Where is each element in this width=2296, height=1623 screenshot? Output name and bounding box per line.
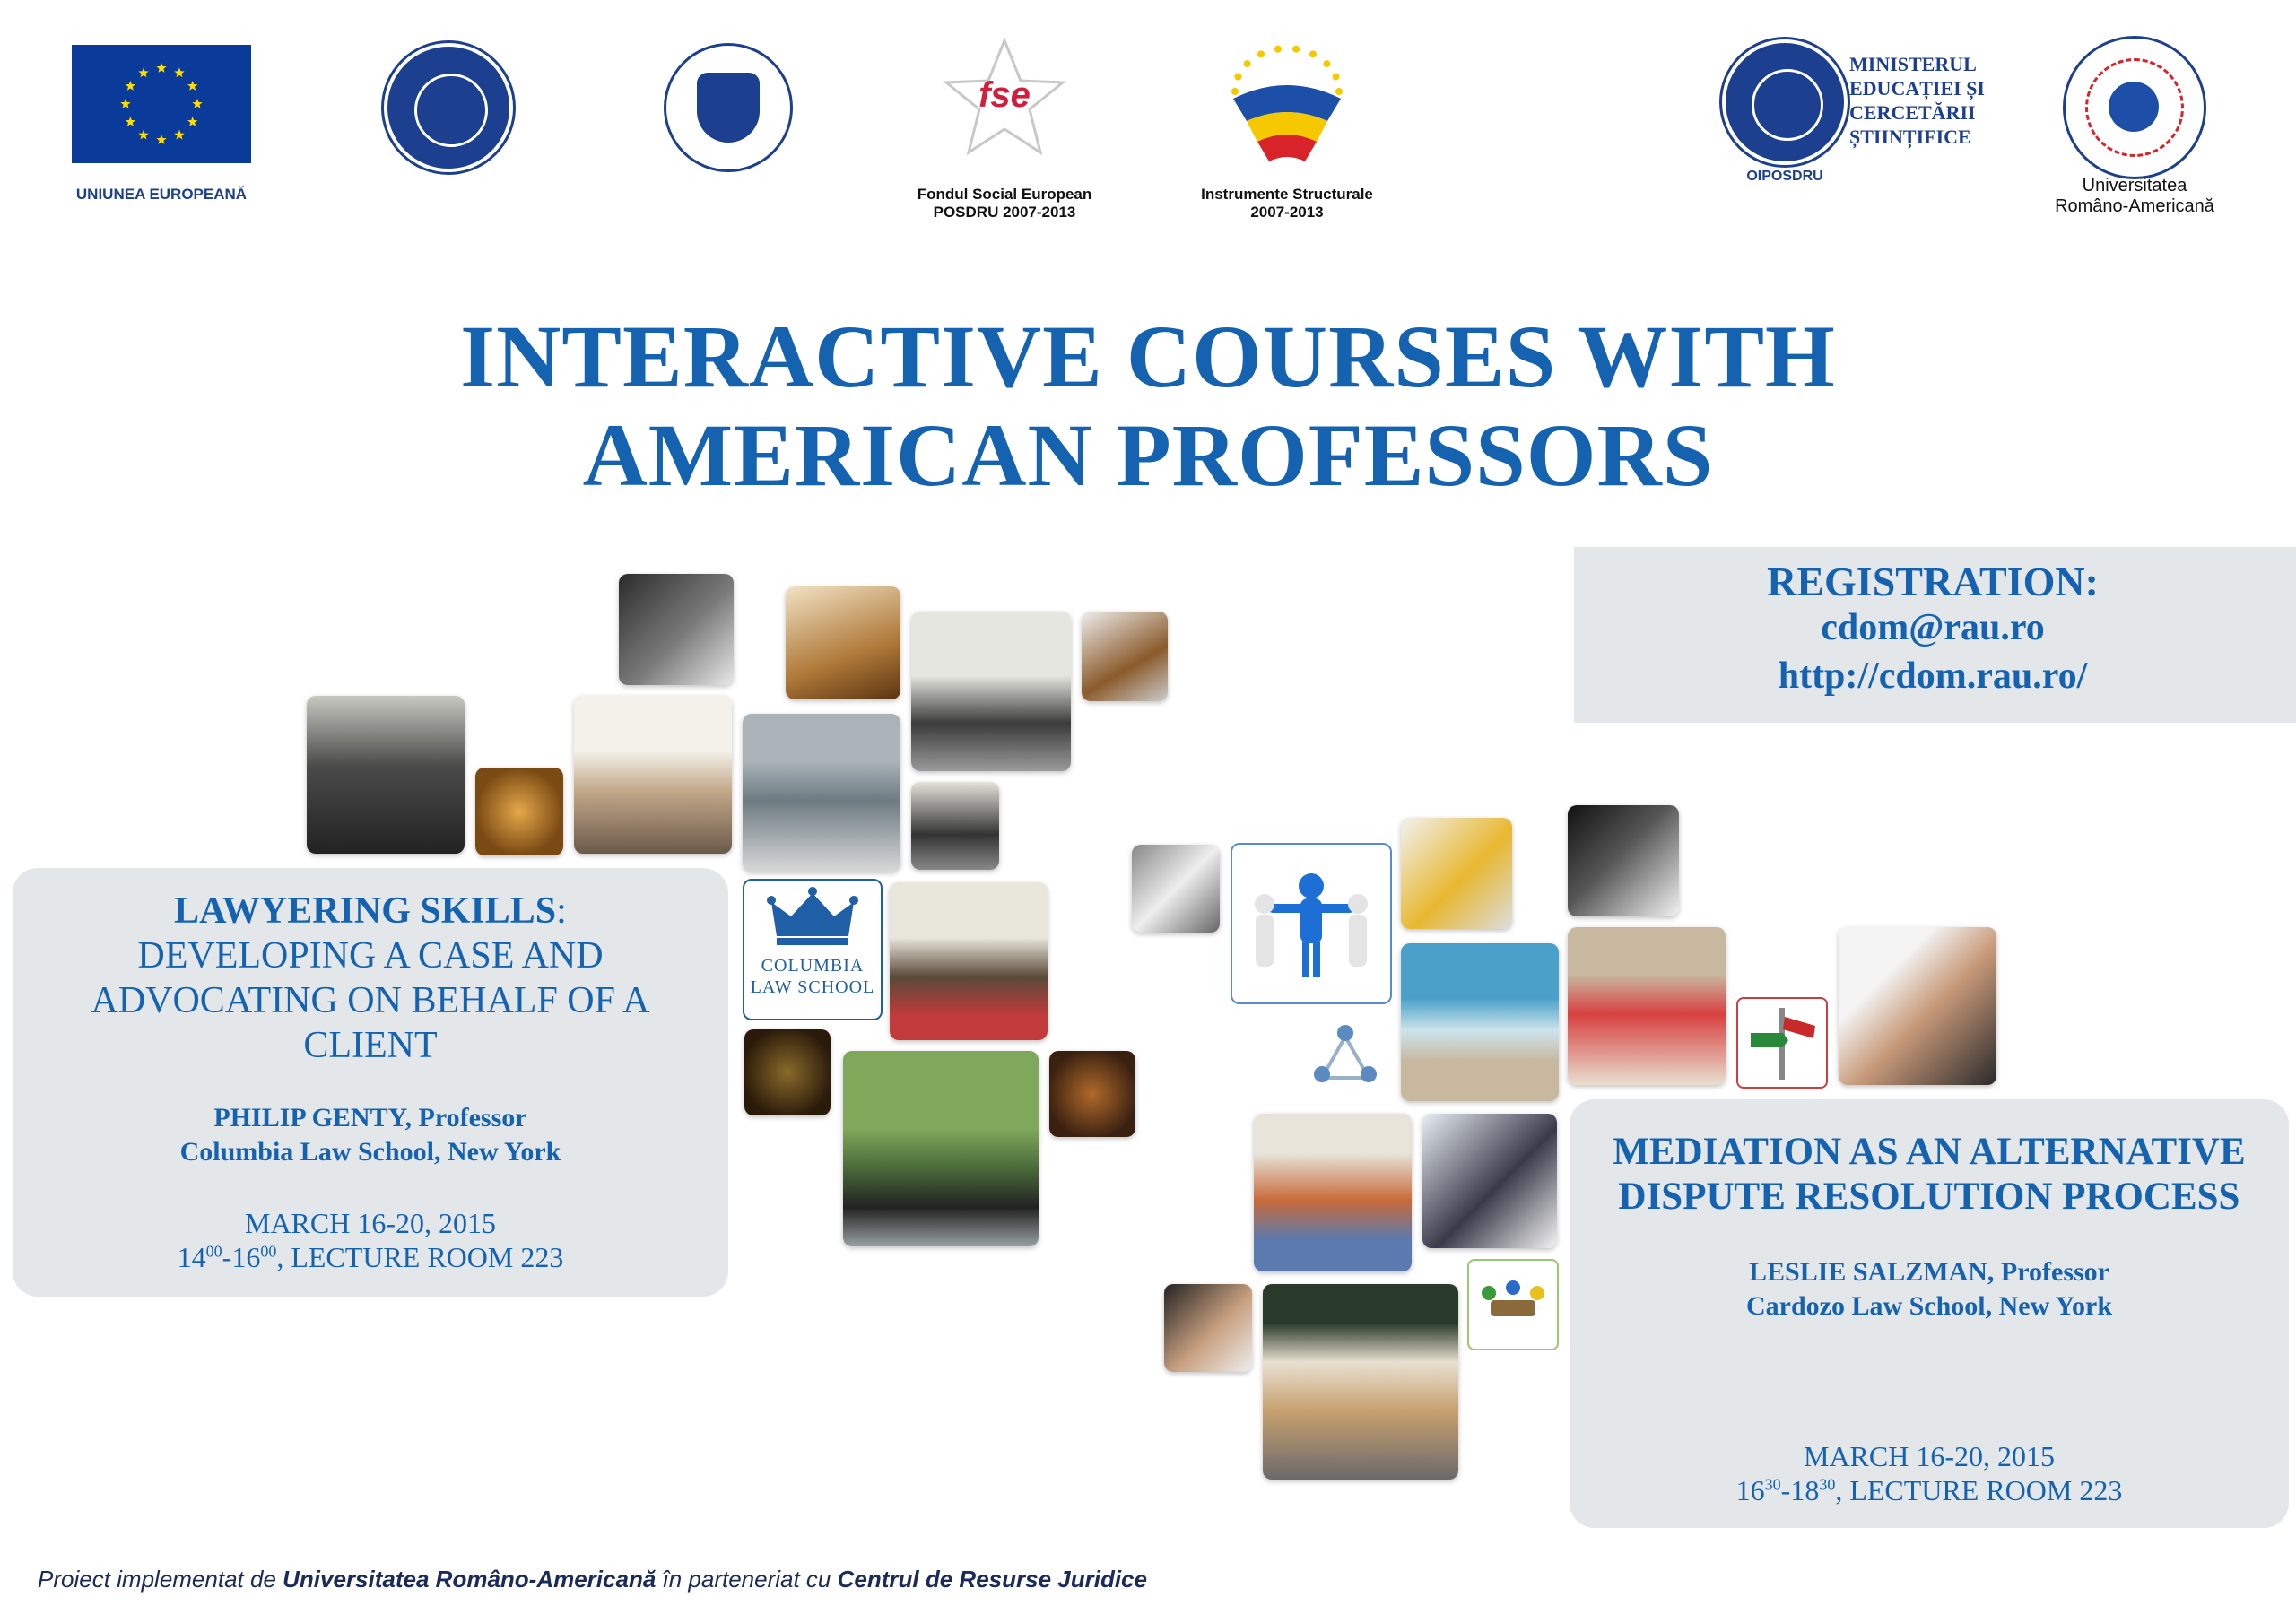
course2-title-line1: MEDIATION AS AN ALTERNATIVE	[1613, 1131, 2246, 1173]
course2-professor: LESLIE SALZMAN, Professor	[1749, 1257, 2109, 1287]
mediation-figures-icon	[1231, 843, 1392, 1004]
course1-time-start: 14	[177, 1241, 206, 1273]
fse-star-logo	[942, 36, 1067, 161]
is-star	[1231, 88, 1239, 95]
is-star	[1333, 74, 1340, 81]
course2-time-end: -18	[1780, 1474, 1820, 1506]
ministry-line3: CERCETĂRII	[1849, 101, 1976, 124]
course1-subtitle-line3: CLIENT	[303, 1025, 438, 1066]
photo-gavel-book	[786, 586, 900, 699]
is-star	[1257, 50, 1265, 57]
course2-time-start: 16	[1735, 1474, 1765, 1506]
course2-date: MARCH 16-20, 2015	[1803, 1440, 2055, 1472]
page-title-line1: INTERACTIVE COURSES WITH	[460, 307, 1836, 406]
photo-professor-student	[307, 696, 465, 854]
photo-three-people	[911, 782, 999, 870]
ministry-line1: MINISTERUL	[1849, 53, 1977, 75]
photo-scales-gold	[475, 768, 563, 855]
course2-room: , LECTURE ROOM 223	[1835, 1474, 2123, 1506]
photo-lecture-hall	[574, 696, 732, 854]
photo-hands-puzzle	[1568, 805, 1679, 916]
eu-star	[174, 67, 184, 77]
is-star	[1244, 60, 1251, 67]
photo-business-handshake	[1164, 1284, 1252, 1372]
course1-date: MARCH 16-20, 2015	[244, 1207, 496, 1239]
is-star	[1323, 60, 1330, 67]
is-caption-line1: Instrumente Structurale	[1201, 186, 1373, 203]
eu-star	[138, 67, 148, 77]
university-seal-icon	[2063, 36, 2206, 179]
is-star	[1309, 50, 1317, 57]
course1-time-end-sup: 00	[260, 1242, 277, 1261]
photo-gavel	[1082, 612, 1168, 701]
registration-label: REGISTRATION:	[1767, 559, 2099, 604]
fse-caption-line1: Fondul Social European	[917, 186, 1092, 203]
eu-star	[120, 99, 130, 108]
eu-star	[156, 63, 166, 73]
columbia-law-logo	[743, 879, 883, 1020]
photo-signing-pen	[1422, 1114, 1557, 1248]
photo-scales-wood	[1049, 1051, 1135, 1137]
fse-logo-text: fse	[978, 75, 1031, 115]
footer-middle: în parteneriat cu	[656, 1566, 838, 1593]
course2-time-room	[1570, 1474, 2289, 1507]
photo-handshake	[1839, 927, 1996, 1085]
is-star	[1274, 46, 1282, 53]
course2-school: Cardozo Law School, New York	[1745, 1291, 2113, 1321]
footer-university: Universitatea Româno-Americană	[283, 1566, 657, 1593]
course1-professor: PHILIP GENTY, Professor	[213, 1103, 527, 1133]
course1-subtitle-line1: DEVELOPING A CASE AND	[137, 935, 604, 976]
registration-box	[1574, 547, 2296, 723]
eu-stars-icon	[72, 45, 251, 163]
eu-star	[174, 130, 184, 140]
eu-star	[126, 117, 135, 126]
eu-star	[192, 99, 202, 108]
signpost-icon	[1736, 997, 1828, 1089]
people-network-icon	[1302, 1015, 1388, 1101]
course1-box	[13, 868, 728, 1297]
photo-signing-document	[619, 574, 734, 685]
eu-star	[187, 81, 197, 91]
photo-scales-small	[744, 1029, 831, 1115]
government-seal-icon	[384, 43, 513, 172]
fse-caption-line2: POSDRU 2007-2013	[933, 204, 1076, 221]
is-star	[1235, 74, 1242, 81]
columbia-line1: COLUMBIA	[761, 956, 865, 976]
footer-prefix: Proiect implementat de	[38, 1566, 283, 1593]
course1-room: , LECTURE ROOM 223	[276, 1241, 564, 1273]
photo-puzzle-pieces	[1401, 818, 1512, 929]
photo-classroom	[1263, 1284, 1458, 1480]
structural-instruments-logo	[1220, 36, 1354, 170]
eu-star	[126, 81, 135, 91]
course1-school: Columbia Law School, New York	[179, 1137, 561, 1167]
footer-credit	[38, 1566, 1147, 1593]
eu-caption: UNIUNEA EUROPEANĂ	[75, 186, 248, 203]
course1-time-room	[13, 1241, 728, 1274]
photo-students-group	[1254, 1114, 1412, 1271]
crown-icon	[744, 881, 881, 952]
oiposdru-caption: OIPOSDRU	[1746, 169, 1823, 184]
ministry-funds-seal-icon	[664, 43, 793, 172]
columbia-line2: LAW SCHOOL	[750, 977, 875, 997]
page-title-line2: AMERICAN PROFESSORS	[582, 405, 1714, 505]
course2-box	[1570, 1099, 2289, 1528]
eu-star	[187, 117, 197, 126]
footer-partner: Centrul de Resurse Juridice	[837, 1566, 1147, 1593]
registration-email[interactable]: cdom@rau.ro	[1821, 607, 2045, 648]
photo-group-trees	[843, 1051, 1039, 1246]
ministry-line2: EDUCAȚIEI ȘI	[1849, 77, 1985, 100]
is-star	[1292, 46, 1300, 53]
university-caption-line1: Universitatea	[2082, 176, 2187, 195]
ministry-name	[1849, 52, 1985, 149]
course1-title-bold: LAWYERING SKILLS	[174, 890, 557, 932]
course2-time-end-sup: 30	[1819, 1475, 1836, 1494]
photo-group-presentation	[911, 612, 1071, 771]
is-caption-line2: 2007-2013	[1250, 204, 1324, 221]
photo-puzzle-hands	[1132, 845, 1220, 933]
ministry-seal-icon	[1722, 39, 1848, 165]
photo-stone-arch	[1401, 943, 1559, 1101]
course1-time-start-sup: 00	[205, 1242, 222, 1261]
course1-title-colon: :	[556, 890, 567, 932]
course1-title	[13, 890, 728, 933]
is-star	[1335, 88, 1343, 95]
photo-group-outdoor	[743, 714, 900, 872]
photo-students-desk	[1568, 927, 1726, 1085]
university-caption-line2: Româno-Americană	[2055, 196, 2214, 216]
course2-title-line2: DISPUTE RESOLUTION PROCESS	[1618, 1176, 2240, 1218]
registration-url[interactable]: http://cdom.rau.ro/	[1778, 655, 2088, 697]
eu-star	[156, 135, 166, 144]
photo-certificate-ceremony	[890, 882, 1048, 1040]
course1-time-end: -16	[222, 1241, 261, 1273]
course1-subtitle-line2: ADVOCATING ON BEHALF OF A	[91, 980, 650, 1021]
course2-time-start-sup: 30	[1764, 1475, 1781, 1494]
ministry-line4: ȘTIINȚIFICE	[1849, 126, 1971, 148]
meeting-figures-icon	[1467, 1259, 1559, 1350]
eu-star	[138, 130, 148, 140]
eu-flag-logo	[72, 45, 251, 163]
